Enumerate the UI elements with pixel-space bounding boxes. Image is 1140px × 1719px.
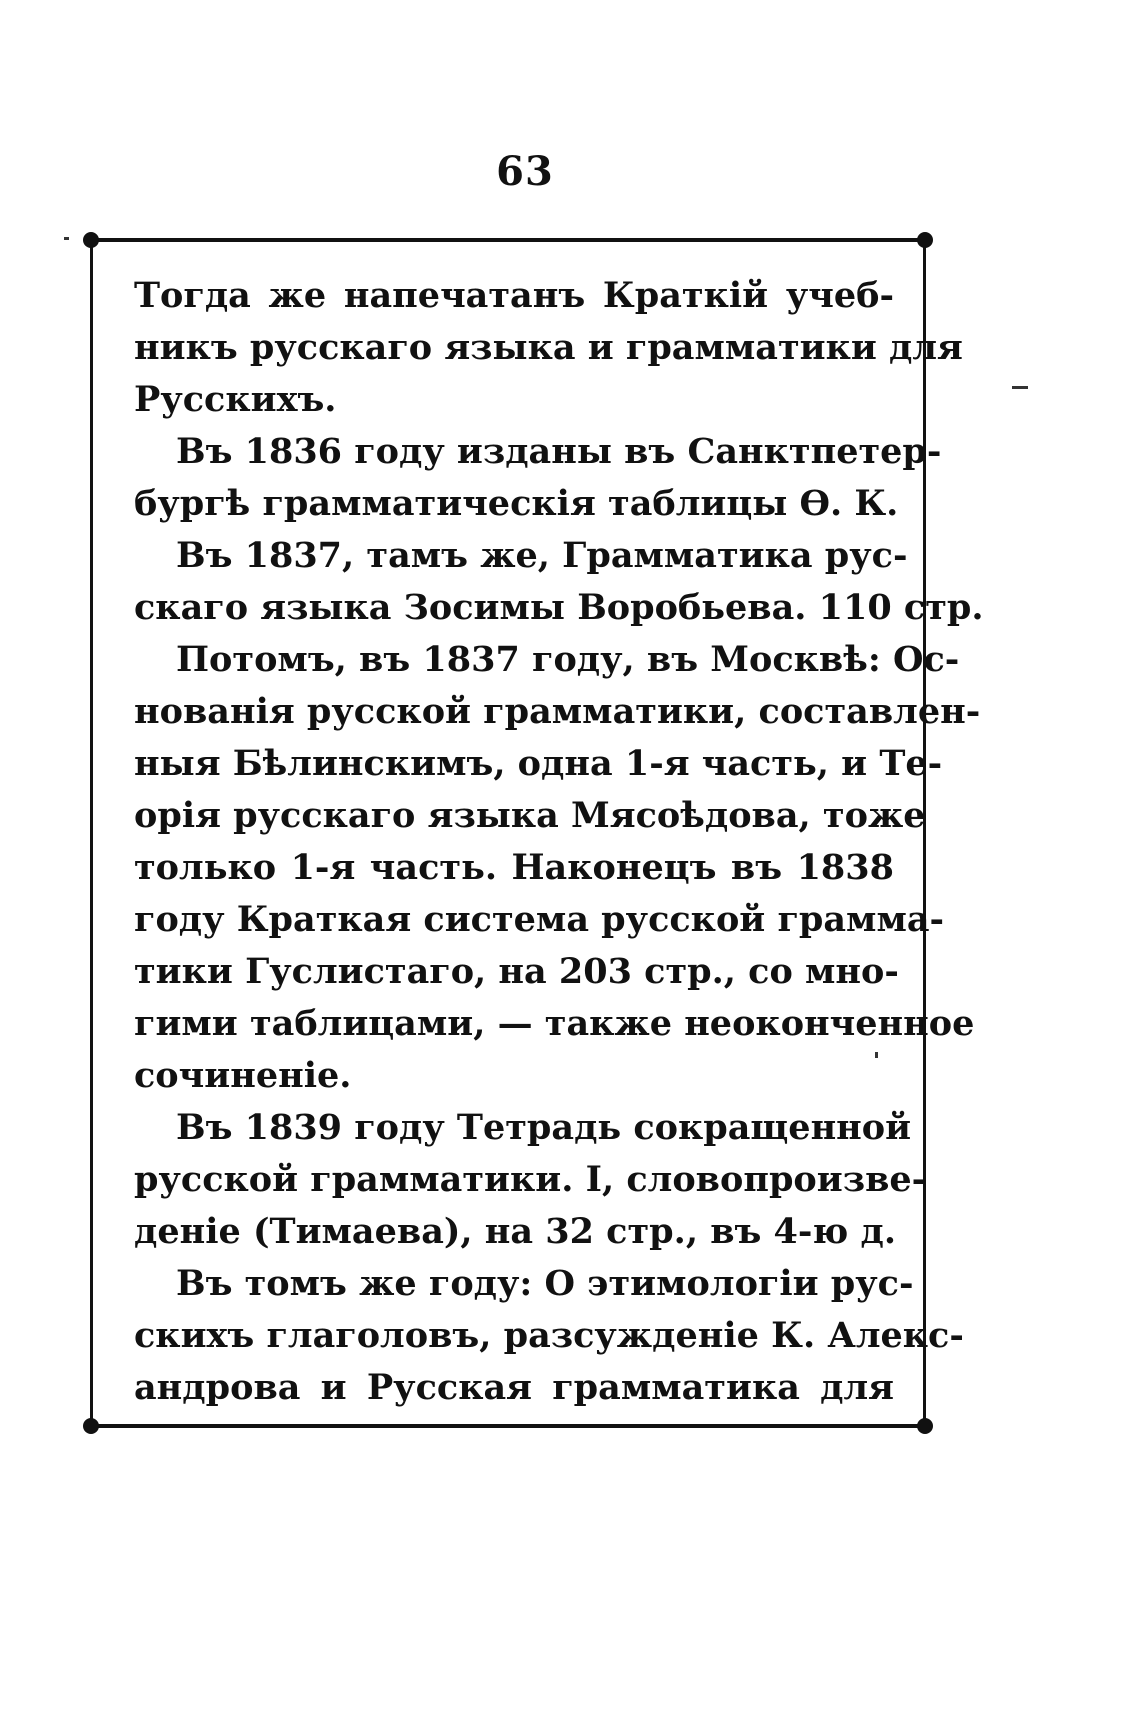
paragraph-2 [134,426,942,530]
paragraph-1 [134,270,963,426]
text-line: сочиненіе. [134,1055,352,1096]
frame-corner-ornament [917,232,933,248]
text-line: Тогда же напечатанъ Краткій учеб- [134,275,894,316]
paragraph-5 [134,1102,927,1258]
page-number: 63 [496,148,554,195]
text-line: андрова и Русская грамматика для [134,1367,894,1408]
print-speck [1012,386,1028,389]
text-line: орія русскаго языка Мясоѣдова, тоже [134,795,926,836]
text-line: русской грамматики. I, словопроизве- [134,1159,927,1200]
paragraph-4 [134,634,981,1102]
text-line: тики Гуслистаго, на 203 стр., со мно- [134,951,899,992]
text-line: только 1-я часть. Наконецъ въ 1838 [134,847,894,888]
text-line: Русскихъ. [134,379,337,420]
text-line: гими таблицами, — также неоконченное [134,1003,975,1044]
paragraph-3 [134,530,984,634]
text-line: нованія русской грамматики, составлен- [134,691,981,732]
frame-corner-ornament [83,232,99,248]
text-line: Въ 1837, тамъ же, Грамматика рус- [176,535,908,576]
text-line: никъ русскаго языка и грамматики для [134,327,963,368]
text-line: бургѣ грамматическія таблицы Ѳ. К. [134,483,899,524]
text-line: деніе (Тимаева), на 32 стр., въ 4-ю д. [134,1211,897,1252]
body-text [134,270,984,1414]
text-line: скихъ глаголовъ, разсужденіе К. Алекс- [134,1315,964,1356]
paragraph-6 [134,1258,964,1414]
text-line: году Краткая система русской грамма- [134,899,945,940]
frame-corner-ornament [83,1418,99,1434]
frame-corner-ornament [917,1418,933,1434]
text-line: ныя Бѣлинскимъ, одна 1-я часть, и Те- [134,743,943,784]
print-speck [64,237,69,240]
text-line: скаго языка Зосимы Воробьева. 110 стр. [134,587,984,628]
text-line: Въ томъ же году: О этимологіи рус- [176,1263,914,1304]
text-line: Въ 1839 году Тетрадь сокращенной [176,1107,912,1148]
text-line: Въ 1836 году изданы въ Санктпетер- [176,431,942,472]
text-line: Потомъ, въ 1837 году, въ Москвѣ: Ос- [176,639,960,680]
